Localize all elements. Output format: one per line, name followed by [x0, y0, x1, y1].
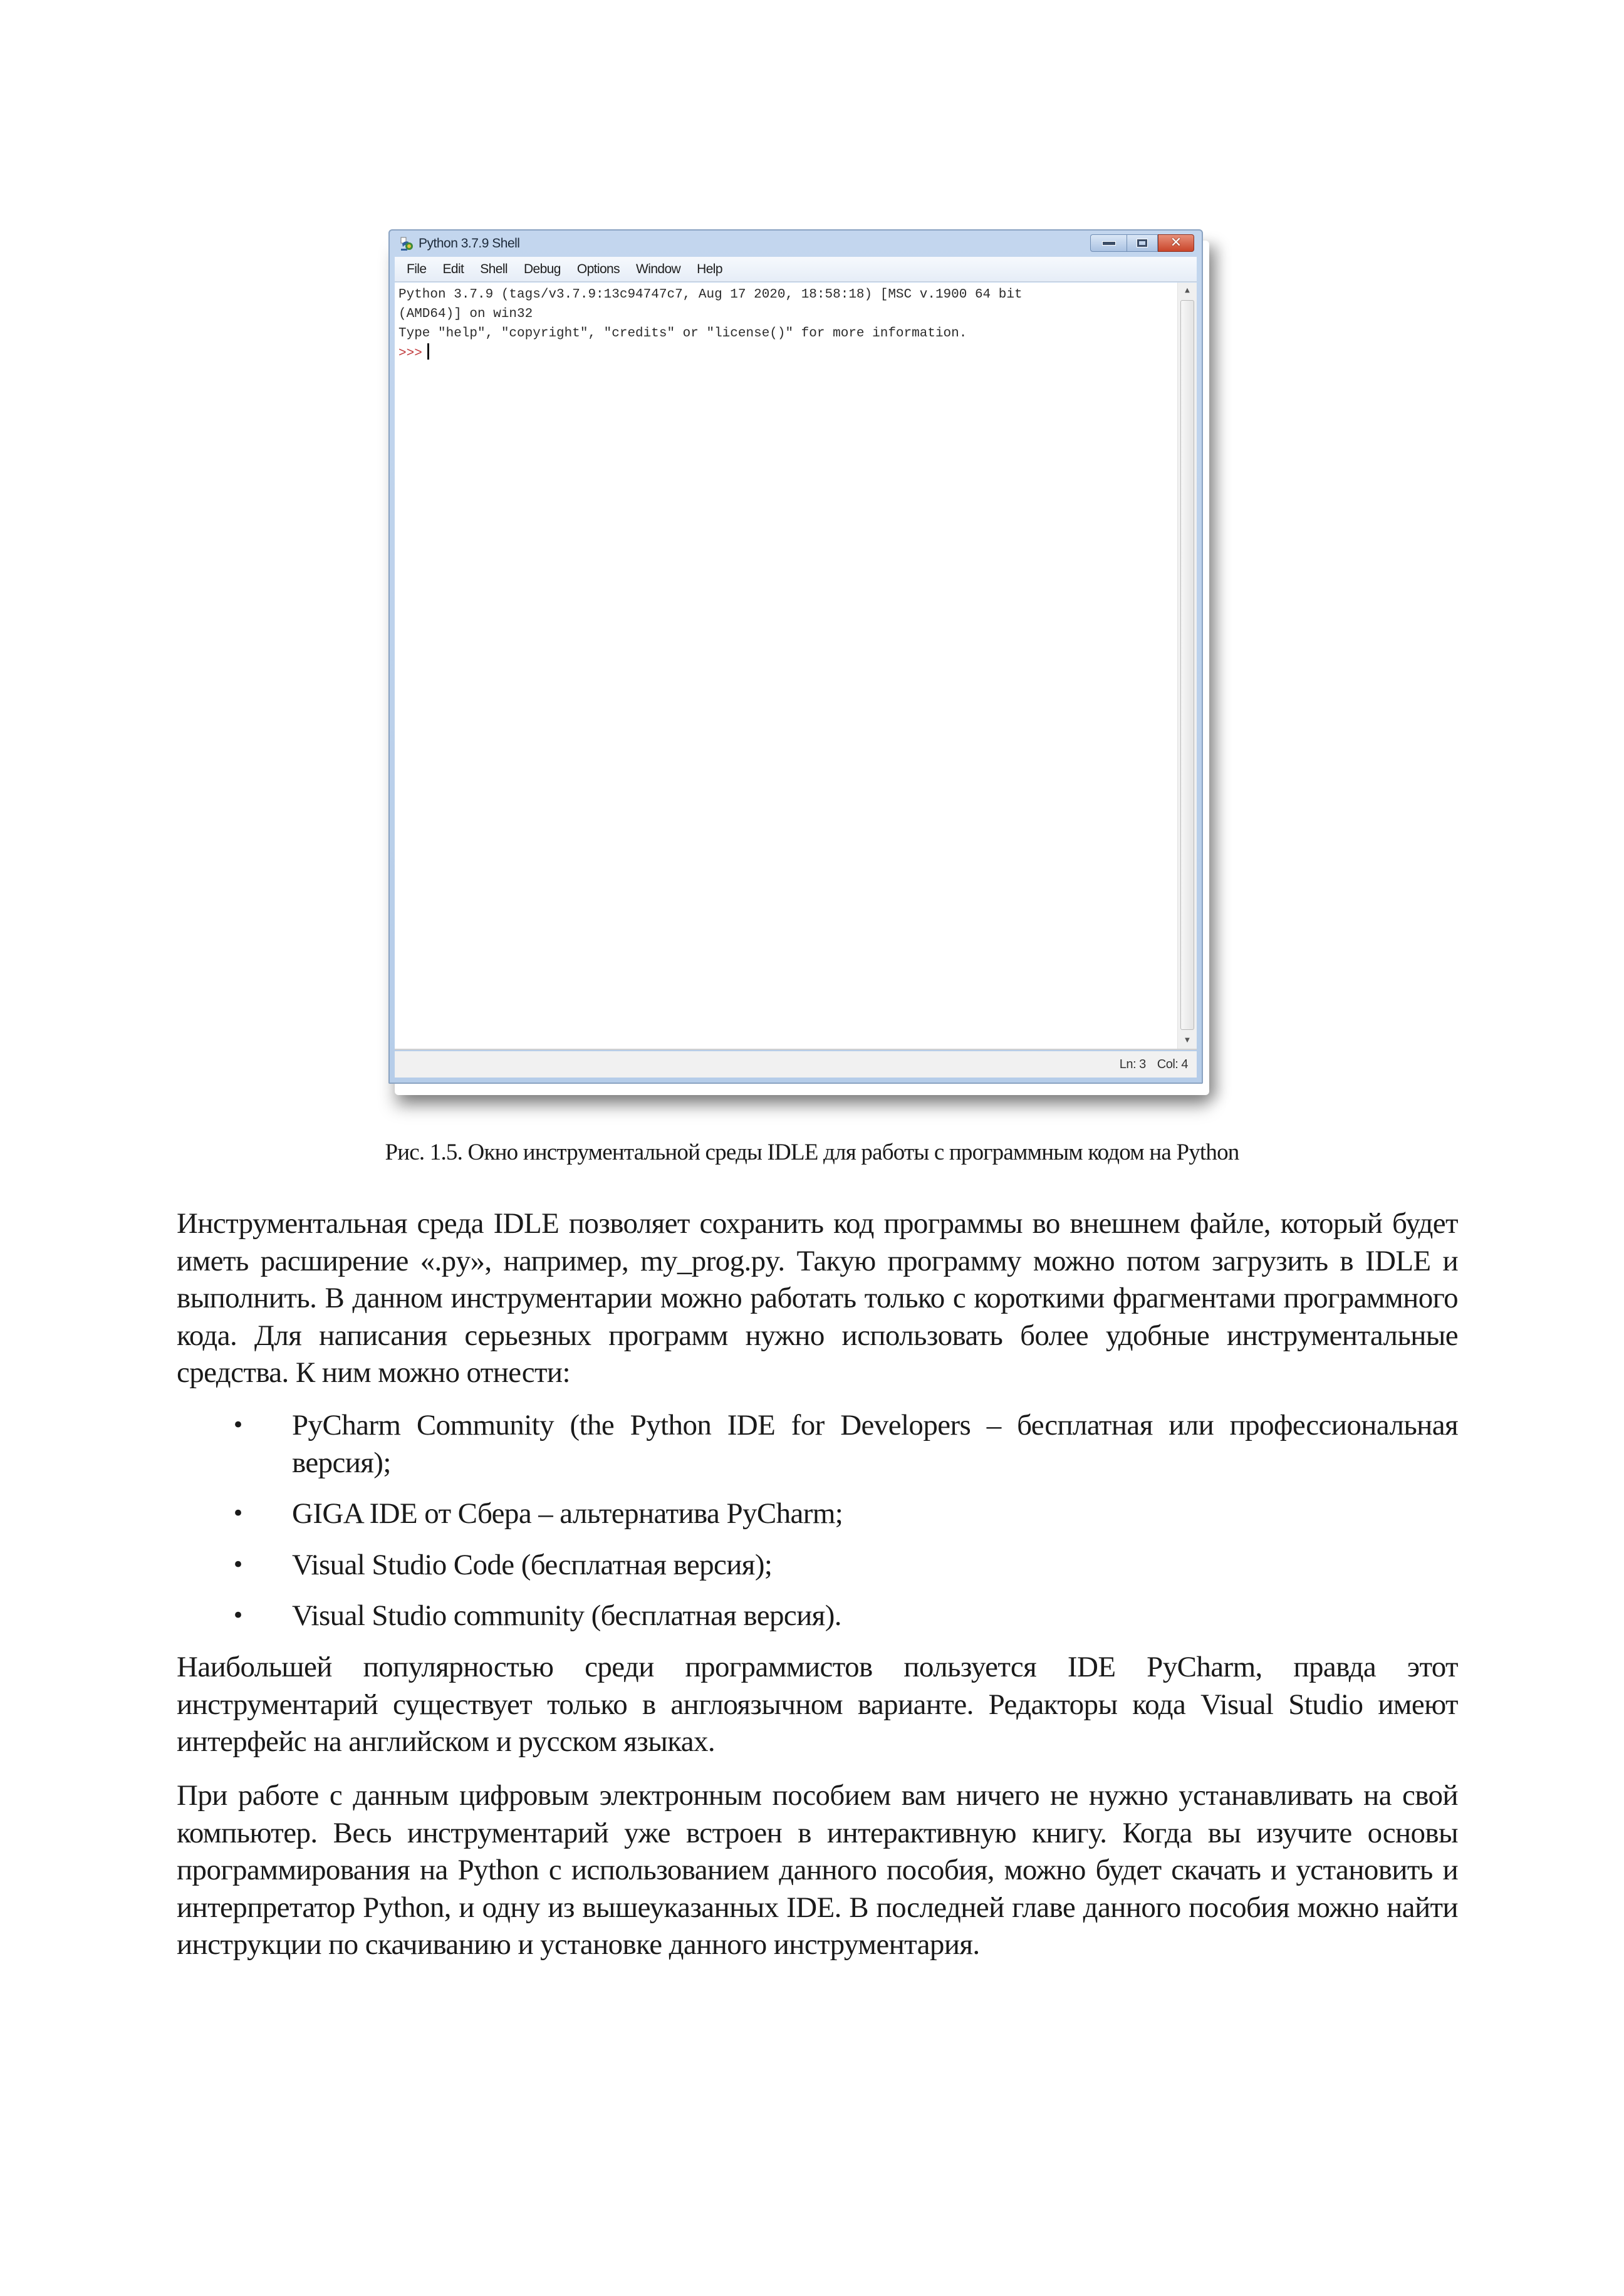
scroll-up-arrow-icon[interactable]: ▲ [1185, 287, 1190, 294]
shell-output [398, 285, 1172, 363]
shell-text-area[interactable] [395, 283, 1197, 1050]
text-cursor [427, 343, 429, 360]
maximize-button[interactable] [1127, 234, 1158, 252]
bullet-icon: • [232, 1603, 244, 1628]
vertical-scrollbar[interactable] [1177, 283, 1197, 1049]
scroll-down-arrow-icon[interactable]: ▼ [1185, 1037, 1190, 1044]
ide-list [177, 1407, 1458, 1635]
shell-line: (AMD64)] on win32 [398, 307, 533, 321]
list-item-text: GIGA IDE от Сбера – альтернатива PyCharm; [292, 1497, 843, 1530]
list-item [177, 1597, 1458, 1635]
prompt-line[interactable] [398, 343, 1172, 363]
close-button[interactable] [1158, 234, 1194, 252]
window-controls [1090, 234, 1194, 253]
list-item-text: PyCharm Community (the Python IDE for Developers – бесплатная или профессиональная версия); [292, 1409, 1458, 1479]
scrollbar-thumb[interactable] [1180, 300, 1194, 1030]
status-line: Ln: 3 [1119, 1057, 1146, 1071]
menu-shell[interactable]: Shell [480, 261, 508, 276]
shell-line: Type "help", "copyright", "credits" or "license()" for more information. [398, 326, 967, 341]
maximize-icon [1137, 239, 1147, 247]
bullet-icon: • [232, 1501, 244, 1526]
minimize-icon [1102, 241, 1116, 246]
list-item-text: Visual Studio Code (бесплатная версия); [292, 1548, 773, 1581]
minimize-button[interactable] [1090, 234, 1127, 252]
bullet-icon: • [232, 1552, 244, 1577]
bullet-icon: • [232, 1413, 244, 1438]
paragraph-no-install-needed: При работе с данным цифровым электронным пособием вам ничего не нужно устанавливать на свой компьютер. Весь инструментарий уже встроен в интерактивную книгу. Когда вы изучите основы программирования на Python с использованием данного пособия, можно будет скачать и установить и интерпретатор Python, и одну из вышеуказанных IDE. В последней главе данного пособия можно найти инструкции по скачиванию и установке данного инструментария. [177, 1779, 1458, 1961]
menu-edit[interactable]: Edit [442, 261, 464, 276]
figure-caption: Рис. 1.5. Окно инструментальной среды IDLE для работы с программным кодом на Python [385, 1140, 1239, 1165]
menu-bar [395, 257, 1197, 282]
list-item [177, 1547, 1458, 1584]
idle-shell-window [388, 229, 1203, 1084]
shell-line: Python 3.7.9 (tags/v3.7.9:13c94747c7, Aug 17 2020, 18:58:18) [MSC v.1900 64 bit [398, 288, 1023, 302]
window-title: Python 3.7.9 Shell [419, 236, 520, 251]
figure-idle-window [388, 229, 1203, 1084]
status-bar [395, 1051, 1197, 1078]
shell-prompt: >>> [398, 346, 422, 361]
list-item [177, 1495, 1458, 1533]
idle-python-icon [398, 236, 415, 252]
menu-help[interactable]: Help [697, 261, 722, 276]
menu-debug[interactable]: Debug [523, 261, 561, 276]
list-item [177, 1407, 1458, 1482]
status-column: Col: 4 [1157, 1057, 1188, 1071]
menu-window[interactable]: Window [636, 261, 681, 276]
title-bar[interactable] [390, 231, 1202, 257]
menu-options[interactable]: Options [576, 261, 620, 276]
list-item-text: Visual Studio community (бесплатная версия). [292, 1599, 841, 1632]
paragraph-pycharm-popularity: Наибольшей популярностью среди программистов пользуется IDE PyCharm, правда этот инструментарий существует только в англоязычном варианте. Редакторы кода Visual Studio имеют интерфейс на английском и русском языках. [177, 1651, 1458, 1758]
menu-file[interactable]: File [407, 261, 427, 276]
close-icon: ✕ [1170, 235, 1182, 251]
paragraph-idle-intro: Инструментальная среда IDLE позволяет сохранить код программы во внешнем файле, который будет иметь расширение «.py», например, my_prog.py. Такую программу можно потом загрузить в IDLE и выполнить. В данном инструментарии можно работать только с короткими фрагментами программного кода. Для написания серьезных программ нужно использовать более удобные инструментальные средства. К ним можно отнести: [177, 1207, 1458, 1389]
